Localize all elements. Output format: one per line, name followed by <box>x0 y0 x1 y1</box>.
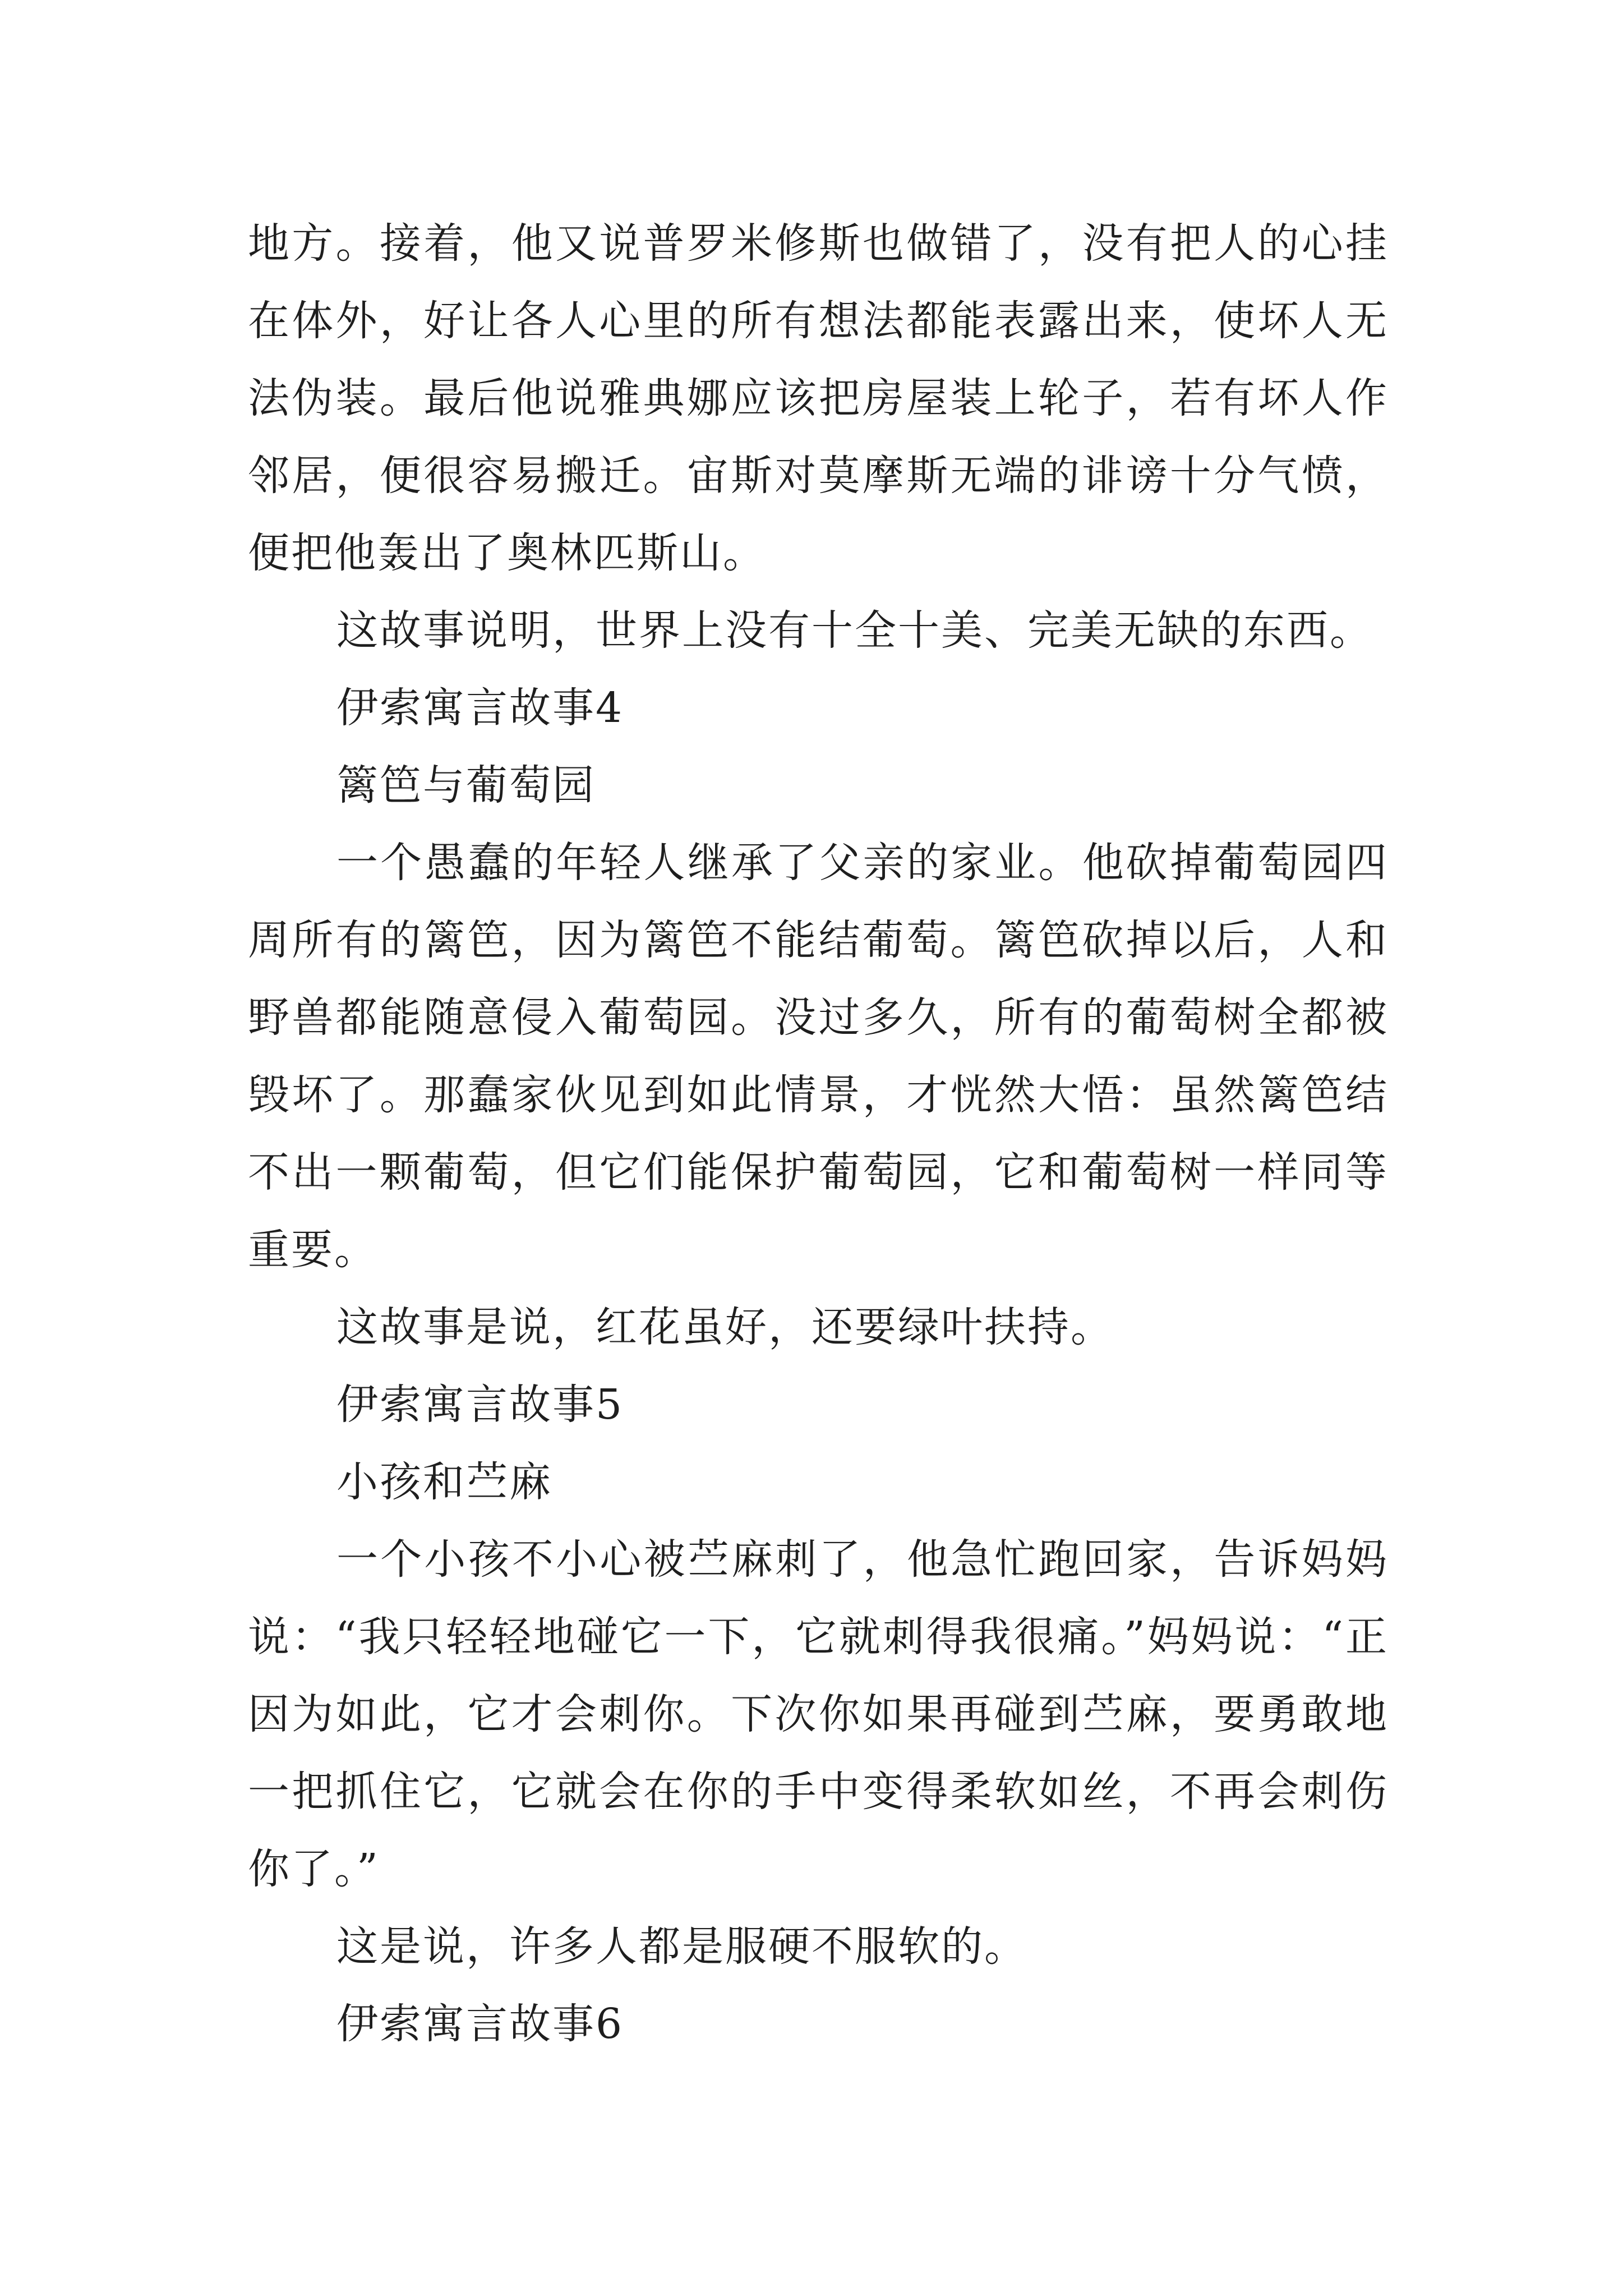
story-heading: 伊索寓言故事5 <box>336 1381 624 1429</box>
body-text-line: 你了。” <box>248 1845 380 1893</box>
story-title: 篱笆与葡萄园 <box>336 761 596 809</box>
body-text-line: 不出一颗葡萄，但它们能保护葡萄园，它和葡萄树一样同等 <box>248 1148 1387 1197</box>
body-text-line: 在体外，好让各人心里的所有想法都能表露出来，使坏人无 <box>248 297 1387 345</box>
story-heading: 伊索寓言故事6 <box>336 2000 624 2048</box>
body-text-line: 毁坏了。那蠢家伙见到如此情景，才恍然大悟：虽然篱笆结 <box>248 1071 1387 1119</box>
body-text-line: 一个小孩不小心被苎麻刺了，他急忙跑回家，告诉妈妈 <box>336 1535 1387 1584</box>
body-text-line: 说：“我只轻轻地碰它一下，它就刺得我很痛。”妈妈说：“正 <box>248 1613 1387 1661</box>
body-text-line: 邻居，便很容易搬迁。宙斯对莫摩斯无端的诽谤十分气愤， <box>248 452 1387 500</box>
moral-text: 这是说，许多人都是服硬不服软的。 <box>336 1922 1027 1971</box>
moral-text: 这故事是说，红花虽好，还要绿叶扶持。 <box>336 1303 1114 1351</box>
body-text-line: 周所有的篱笆，因为篱笆不能结葡萄。篱笆砍掉以后，人和 <box>248 916 1387 964</box>
body-text-line: 便把他轰出了奥林匹斯山。 <box>248 529 766 577</box>
body-text-line: 重要。 <box>248 1226 377 1274</box>
body-text-line: 地方。接着，他又说普罗米修斯也做错了，没有把人的心挂 <box>248 219 1387 268</box>
body-text-line: 因为如此，它才会刺你。下次你如果再碰到苎麻，要勇敢地 <box>248 1690 1387 1738</box>
body-text-line: 一把抓住它，它就会在你的手中变得柔软如丝，不再会刺伤 <box>248 1768 1387 1816</box>
story-heading: 伊索寓言故事4 <box>336 684 624 732</box>
body-text-line: 一个愚蠢的年轻人继承了父亲的家业。他砍掉葡萄园四 <box>336 839 1387 887</box>
story-title: 小孩和苎麻 <box>336 1458 552 1506</box>
moral-text: 这故事说明，世界上没有十全十美、完美无缺的东西。 <box>336 606 1373 655</box>
body-text-line: 野兽都能随意侵入葡萄园。没过多久，所有的葡萄树全都被 <box>248 993 1387 1042</box>
body-text-line: 法伪装。最后他说雅典娜应该把房屋装上轮子，若有坏人作 <box>248 374 1387 422</box>
